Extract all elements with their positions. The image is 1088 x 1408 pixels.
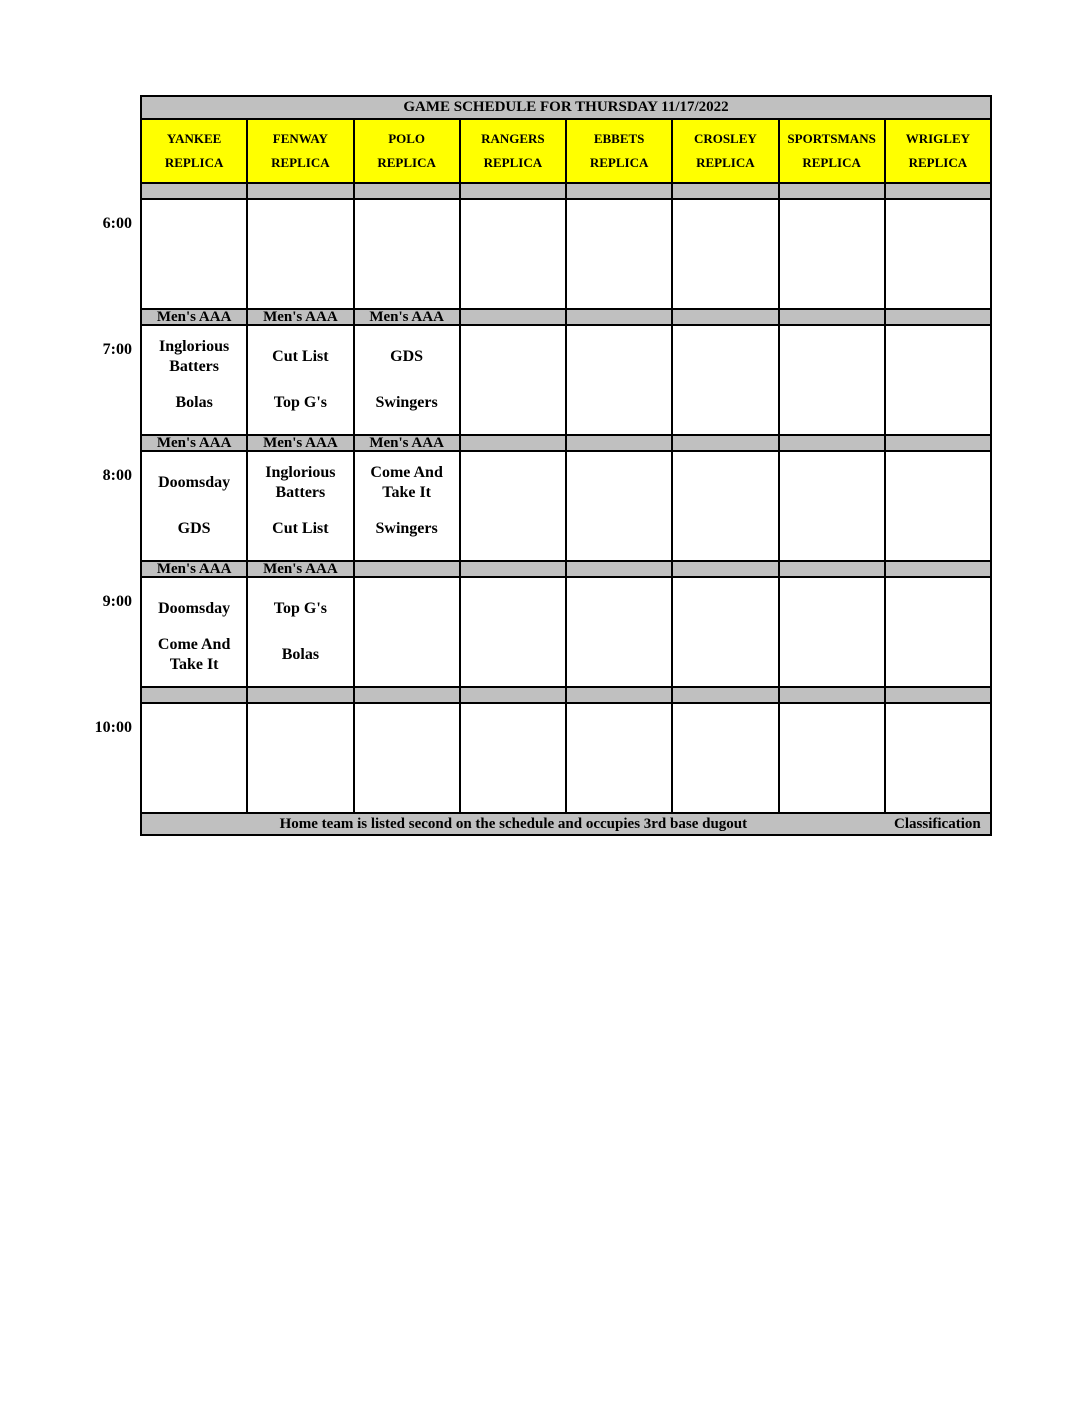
classification-cell xyxy=(779,309,885,325)
field-header-row xyxy=(141,119,991,183)
classification-row xyxy=(141,183,991,199)
home-team: Bolas xyxy=(281,646,320,663)
away-team xyxy=(888,462,988,504)
away-team xyxy=(357,210,457,252)
time-slot-row xyxy=(141,451,991,561)
home-team: GDS xyxy=(177,520,211,537)
home-team xyxy=(569,634,669,676)
footer-legend: Classification xyxy=(885,813,991,835)
classification-row xyxy=(141,435,991,451)
home-team: Bolas xyxy=(175,394,213,411)
away-team: Cut List xyxy=(272,348,329,365)
classification-row xyxy=(141,687,991,703)
field-name: RANGERS xyxy=(481,131,545,146)
classification-cell xyxy=(460,309,566,325)
field-subtitle: REPLICA xyxy=(377,155,436,170)
classification-cell: Men's AAA xyxy=(247,309,353,325)
classification-cell: Men's AAA xyxy=(141,435,247,451)
classification-cell xyxy=(566,561,672,577)
home-team xyxy=(569,256,669,298)
home-team xyxy=(569,760,669,802)
away-team xyxy=(782,462,882,504)
field-name: FENWAY xyxy=(272,131,328,146)
away-team xyxy=(782,714,882,756)
home-team xyxy=(782,760,882,802)
away-team xyxy=(144,714,244,756)
away-team xyxy=(888,336,988,378)
away-team xyxy=(675,210,775,252)
game-cell xyxy=(566,577,672,687)
away-team xyxy=(144,210,244,252)
home-team xyxy=(463,760,563,802)
home-team: Cut List xyxy=(272,520,329,537)
away-team xyxy=(675,462,775,504)
away-team xyxy=(463,210,563,252)
home-team xyxy=(569,508,669,550)
away-team xyxy=(357,714,457,756)
classification-cell xyxy=(141,183,247,199)
classification-cell xyxy=(779,435,885,451)
game-cell xyxy=(672,577,778,687)
game-cell xyxy=(141,199,247,309)
away-team xyxy=(569,462,669,504)
home-team xyxy=(250,760,350,802)
time-label: 8:00 xyxy=(102,467,132,484)
field-subtitle: REPLICA xyxy=(908,155,968,170)
home-team xyxy=(782,382,882,424)
time-slot-row xyxy=(141,703,991,813)
classification-cell xyxy=(566,183,672,199)
field-header-ebbets xyxy=(566,119,672,183)
classification-cell xyxy=(672,687,778,703)
field-name: SPORTSMANS xyxy=(787,131,876,146)
field-header-sportsmans xyxy=(779,119,885,183)
classification-cell xyxy=(779,687,885,703)
away-team: Top G's xyxy=(273,600,327,617)
classification-cell xyxy=(460,183,566,199)
field-subtitle: REPLICA xyxy=(589,155,649,170)
game-cell xyxy=(672,703,778,813)
away-team xyxy=(463,588,563,630)
time-label: 9:00 xyxy=(102,593,132,610)
classification-cell xyxy=(672,561,778,577)
classification-cell xyxy=(354,183,460,199)
away-team xyxy=(888,210,988,252)
away-team xyxy=(463,714,563,756)
time-label: 10:00 xyxy=(94,719,132,736)
home-team: Swingers xyxy=(375,520,438,537)
home-team xyxy=(357,760,457,802)
classification-cell: Men's AAA xyxy=(247,435,353,451)
away-team: Inglorious Batters xyxy=(159,338,230,375)
game-cell xyxy=(885,703,991,813)
game-cell xyxy=(779,199,885,309)
home-team xyxy=(250,256,350,298)
home-team xyxy=(888,382,988,424)
game-cell xyxy=(141,325,247,435)
field-name: EBBETS xyxy=(593,131,645,146)
away-team xyxy=(569,336,669,378)
away-team xyxy=(569,714,669,756)
home-team xyxy=(888,256,988,298)
home-team xyxy=(357,256,457,298)
away-team xyxy=(782,210,882,252)
game-cell xyxy=(885,451,991,561)
game-cell xyxy=(141,451,247,561)
classification-cell xyxy=(885,561,991,577)
classification-cell xyxy=(460,687,566,703)
classification-cell xyxy=(354,687,460,703)
game-cell xyxy=(566,451,672,561)
away-team xyxy=(250,210,350,252)
classification-row xyxy=(141,309,991,325)
field-name: YANKEE xyxy=(166,131,222,146)
game-cell xyxy=(885,325,991,435)
away-team: GDS xyxy=(390,348,424,365)
game-cell xyxy=(354,325,460,435)
game-cell xyxy=(247,577,353,687)
game-cell xyxy=(672,325,778,435)
classification-cell xyxy=(247,183,353,199)
game-cell xyxy=(460,199,566,309)
game-cell xyxy=(460,325,566,435)
game-cell xyxy=(354,577,460,687)
field-subtitle: REPLICA xyxy=(271,155,330,170)
game-cell xyxy=(566,325,672,435)
away-team: Inglorious Batters xyxy=(265,464,336,501)
game-cell xyxy=(672,199,778,309)
away-team: Doomsday xyxy=(158,474,231,491)
away-team xyxy=(569,210,669,252)
game-cell xyxy=(885,199,991,309)
field-subtitle: REPLICA xyxy=(164,155,224,170)
classification-cell xyxy=(247,687,353,703)
field-header-yankee xyxy=(141,119,247,183)
classification-cell: Men's AAA xyxy=(141,309,247,325)
time-slot-row xyxy=(141,199,991,309)
classification-cell xyxy=(460,435,566,451)
game-cell xyxy=(247,325,353,435)
field-name: CROSLEY xyxy=(693,131,757,146)
game-cell xyxy=(566,199,672,309)
home-team xyxy=(888,508,988,550)
game-cell xyxy=(141,703,247,813)
home-team xyxy=(888,760,988,802)
game-cell xyxy=(354,199,460,309)
home-team xyxy=(357,634,457,676)
home-team xyxy=(569,382,669,424)
game-cell xyxy=(779,451,885,561)
schedule-title: GAME SCHEDULE FOR THURSDAY 11/17/2022 xyxy=(141,96,991,119)
classification-cell: Men's AAA xyxy=(141,561,247,577)
game-cell xyxy=(354,451,460,561)
time-slot-row xyxy=(141,577,991,687)
home-team xyxy=(463,508,563,550)
field-name: WRIGLEY xyxy=(905,131,971,146)
classification-cell xyxy=(885,687,991,703)
home-team: Come And Take It xyxy=(157,636,231,673)
home-team: Swingers xyxy=(375,394,438,411)
classification-cell xyxy=(779,561,885,577)
game-cell xyxy=(779,325,885,435)
footer-row xyxy=(141,813,991,835)
away-team xyxy=(888,588,988,630)
away-team xyxy=(675,714,775,756)
field-subtitle: REPLICA xyxy=(802,155,861,170)
home-team: Top G's xyxy=(273,394,327,411)
game-cell xyxy=(141,577,247,687)
field-header-polo xyxy=(354,119,460,183)
game-cell xyxy=(354,703,460,813)
field-header-wrigley xyxy=(885,119,991,183)
home-team xyxy=(675,256,775,298)
away-team xyxy=(782,336,882,378)
home-team xyxy=(675,382,775,424)
field-subtitle: REPLICA xyxy=(483,155,543,170)
away-team xyxy=(463,336,563,378)
away-team xyxy=(357,588,457,630)
classification-cell xyxy=(354,561,460,577)
classification-cell xyxy=(566,435,672,451)
home-team xyxy=(888,634,988,676)
game-cell xyxy=(566,703,672,813)
away-team: Doomsday xyxy=(158,600,231,617)
game-cell xyxy=(460,451,566,561)
away-team xyxy=(888,714,988,756)
schedule-table xyxy=(140,95,992,836)
game-cell xyxy=(247,703,353,813)
field-header-crosley xyxy=(672,119,778,183)
home-team xyxy=(782,508,882,550)
home-team xyxy=(144,760,244,802)
classification-cell xyxy=(885,183,991,199)
field-header-fenway xyxy=(247,119,353,183)
home-team xyxy=(144,256,244,298)
away-team xyxy=(675,336,775,378)
game-cell xyxy=(247,451,353,561)
game-cell xyxy=(672,451,778,561)
classification-cell xyxy=(885,435,991,451)
footer-note: Home team is listed second on the schedule and occupies 3rd base dugout xyxy=(141,813,885,835)
away-team xyxy=(675,588,775,630)
classification-row xyxy=(141,561,991,577)
away-team xyxy=(569,588,669,630)
home-team xyxy=(463,256,563,298)
classification-cell xyxy=(779,183,885,199)
time-label: 6:00 xyxy=(102,215,132,232)
classification-cell: Men's AAA xyxy=(354,435,460,451)
home-team xyxy=(782,256,882,298)
field-subtitle: REPLICA xyxy=(696,155,755,170)
home-team xyxy=(675,760,775,802)
game-cell xyxy=(779,577,885,687)
away-team xyxy=(782,588,882,630)
time-slot-row xyxy=(141,325,991,435)
classification-cell xyxy=(566,687,672,703)
away-team xyxy=(463,462,563,504)
classification-cell xyxy=(672,183,778,199)
classification-cell: Men's AAA xyxy=(354,309,460,325)
home-team xyxy=(675,634,775,676)
field-name: POLO xyxy=(388,131,426,146)
away-team: Come And Take It xyxy=(370,464,443,501)
classification-cell xyxy=(672,309,778,325)
field-header-rangers xyxy=(460,119,566,183)
game-cell xyxy=(247,199,353,309)
home-team xyxy=(782,634,882,676)
home-team xyxy=(675,508,775,550)
home-team xyxy=(463,634,563,676)
game-cell xyxy=(460,577,566,687)
classification-cell xyxy=(141,687,247,703)
classification-cell xyxy=(672,435,778,451)
away-team xyxy=(250,714,350,756)
game-cell xyxy=(885,577,991,687)
time-label: 7:00 xyxy=(102,341,132,358)
classification-cell xyxy=(460,561,566,577)
classification-cell xyxy=(885,309,991,325)
classification-cell: Men's AAA xyxy=(247,561,353,577)
game-cell xyxy=(460,703,566,813)
home-team xyxy=(463,382,563,424)
game-cell xyxy=(779,703,885,813)
classification-cell xyxy=(566,309,672,325)
